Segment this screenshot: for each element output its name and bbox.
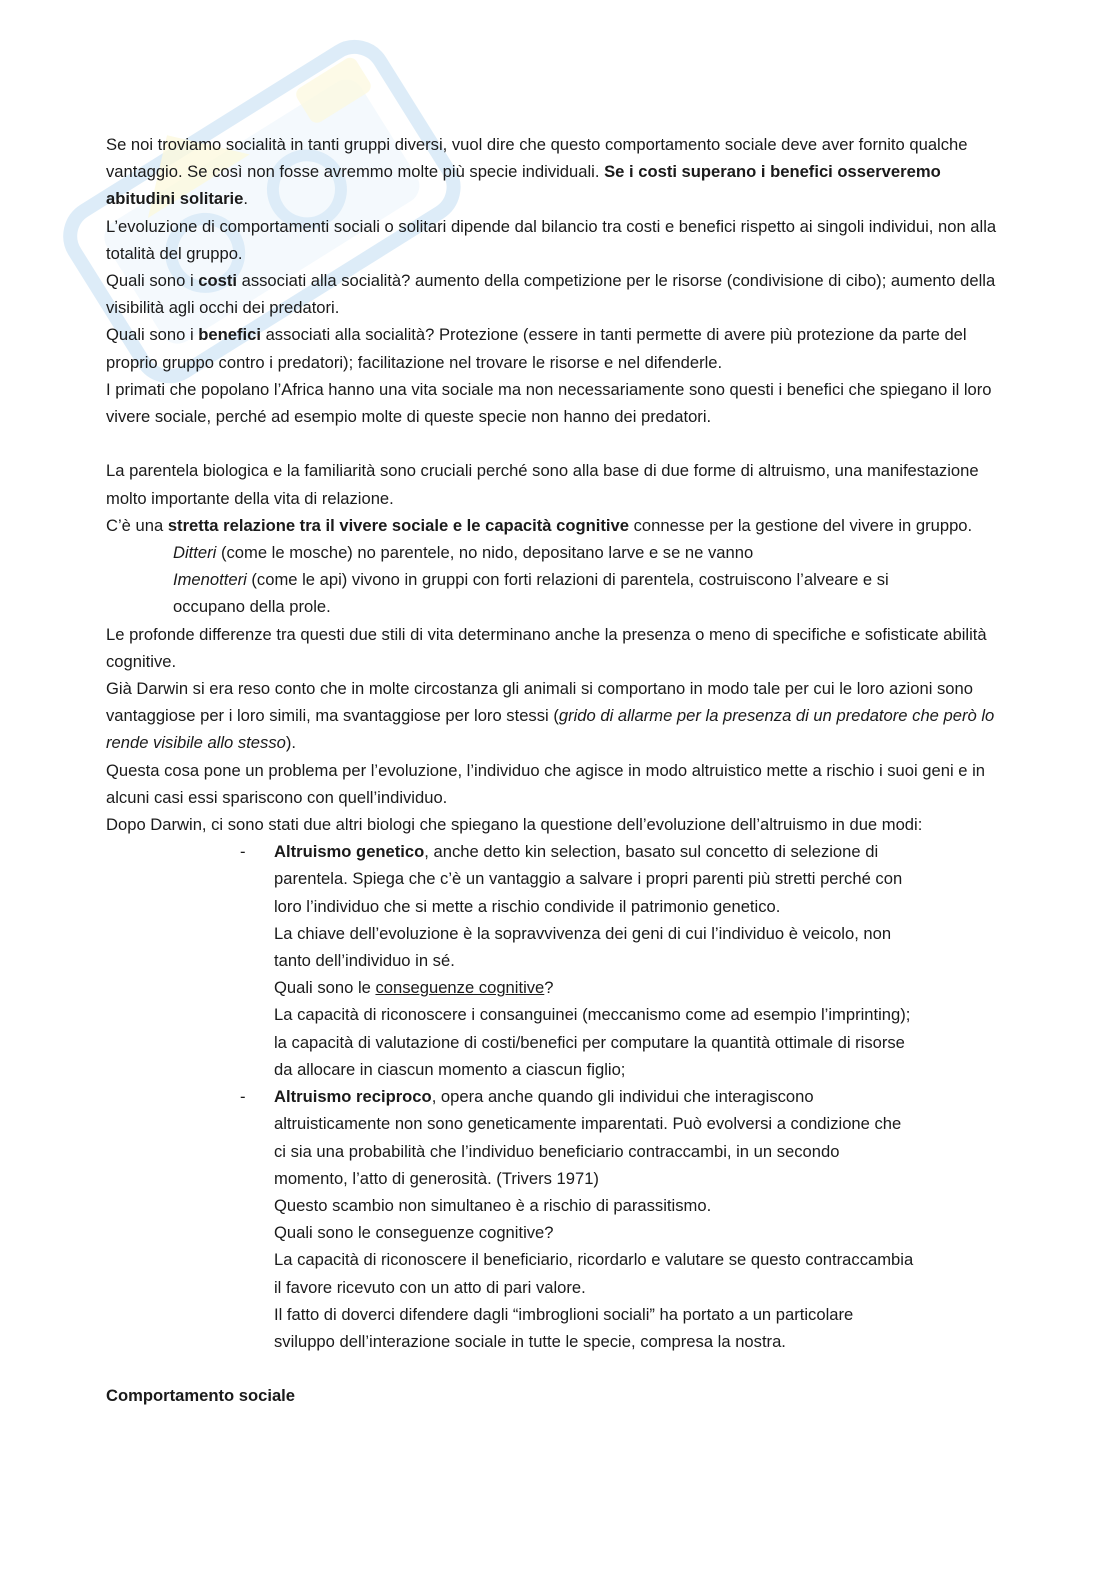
- indented-imenotteri: Imenotteri (come le api) vivono in gruppi con forti relazioni di parentela, costruiscono l’alveare e si occupano della prole.: [173, 570, 889, 617]
- paragraph-benefits: Quali sono i benefici associati alla socialità? Protezione (essere in tanti permette di avere più protezione da parte del proprio gruppo contro i predatori); facilitazione nel trovare le risorse e nel difenderle.: [106, 325, 967, 372]
- list-item-reciprocal-altruism: - Altruismo reciproco, opera anche quando gli individui che interagiscono altruisticamente non sono geneticamente imparentati. Può evolversi a condizione che ci sia una probabilità che l’individuo beneficiario contraccambi, in un secondo momento, l’atto di generosità. (Trivers 1971) Questo scambio non simultaneo è a rischio di parassitismo. Quali sono le conseguenze cognitive? La capacità di riconoscere il beneficiario, ricordarlo e valutare se questo contraccambia il favore ricevuto con un atto di pari valore. Il fatto di doverci difendere dagli “imbroglioni sociali” ha portato a un particolare sviluppo dell’interazione sociale in tutte le specie, compresa la nostra.: [106, 1083, 1006, 1355]
- paragraph-evolution-balance: L’evoluzione di comportamenti sociali o solitari dipende dal bilancio tra costi e benefici rispetto ai singoli individui, non alla totalità del gruppo.: [106, 216, 997, 263]
- paragraph-evolution-problem: Questa cosa pone un problema per l’evoluzione, l’individuo che agisce in modo altruistico mette a rischio i suoi geni e in alcuni casi essi spariscono con quell’individuo.: [106, 760, 986, 807]
- list-dash: -: [240, 842, 246, 862]
- paragraph-after-darwin: Dopo Darwin, ci sono stati due altri biologi che spiegano la questione dell’evoluzione dell’altruismo in due modi:: [106, 815, 923, 835]
- indented-ditteri: Ditteri (come le mosche) no parentele, no nido, depositano larve e se ne vanno: [173, 543, 754, 563]
- list-item-genetic-altruism: - Altruismo genetico, anche detto kin selection, basato sul concetto di selezione di parentela. Spiega che c’è un vantaggio a salvare i propri parenti più stretti perché con loro l’individuo che si mette a rischio condivide il patrimonio genetico. La chiave dell’evoluzione è la sopravvivenza dei geni di cui l’individuo è veicolo, non tanto dell’individuo in sé. Quali sono le conseguenze cognitive? La capacità di riconoscere i consanguinei (meccanismo come ad esempio l’imprinting); la capacità di valutazione di costi/benefici per computare la quantità ottimale di risorse da allocare in ciascun momento a ciascun figlio;: [106, 838, 1006, 1083]
- section-heading: Comportamento sociale: [106, 1386, 296, 1406]
- paragraph-kinship: La parentela biologica e la familiarità sono cruciali perché sono alla base di due forme di altruismo, una manifestazione molto importante della vita di relazione.: [106, 461, 979, 508]
- paragraph-darwin: Già Darwin si era reso conto che in molte circostanza gli animali si comportano in modo tale per cui le loro azioni sono vantaggiose per i loro simili, ma svantaggiose per loro stessi (grido di allarme per la presenza di un predatore che però lo rende visibile allo stesso).: [106, 679, 995, 753]
- list-dash: -: [240, 1087, 246, 1107]
- document-body: [106, 131, 1006, 1410]
- paragraph-costs: Quali sono i costi associati alla socialità? aumento della competizione per le risorse (condivisione di cibo); aumento della visibilità agli occhi dei predatori.: [106, 271, 996, 318]
- paragraph-primates: I primati che popolano l’Africa hanno una vita sociale ma non necessariamente sono questi i benefici che spiegano il loro vivere sociale, perché ad esempio molte di queste specie non hanno dei predatori.: [106, 379, 992, 427]
- paragraph-cognitive-relation: C’è una stretta relazione tra il vivere sociale e le capacità cognitive connesse per la gestione del vivere in gruppo.: [106, 515, 973, 535]
- paragraph-sociality-advantage: Se noi troviamo socialità in tanti gruppi diversi, vuol dire che questo comportamento sociale deve aver fornito qualche vantaggio. Se così non fosse avremmo molte più specie individuali. Se i costi superano i benefici osserveremo abitudini solitarie.: [106, 135, 968, 209]
- paragraph-differences: Le profonde differenze tra questi due stili di vita determinano anche la presenza o meno di specifiche e sofisticate abilità cognitive.: [106, 624, 987, 671]
